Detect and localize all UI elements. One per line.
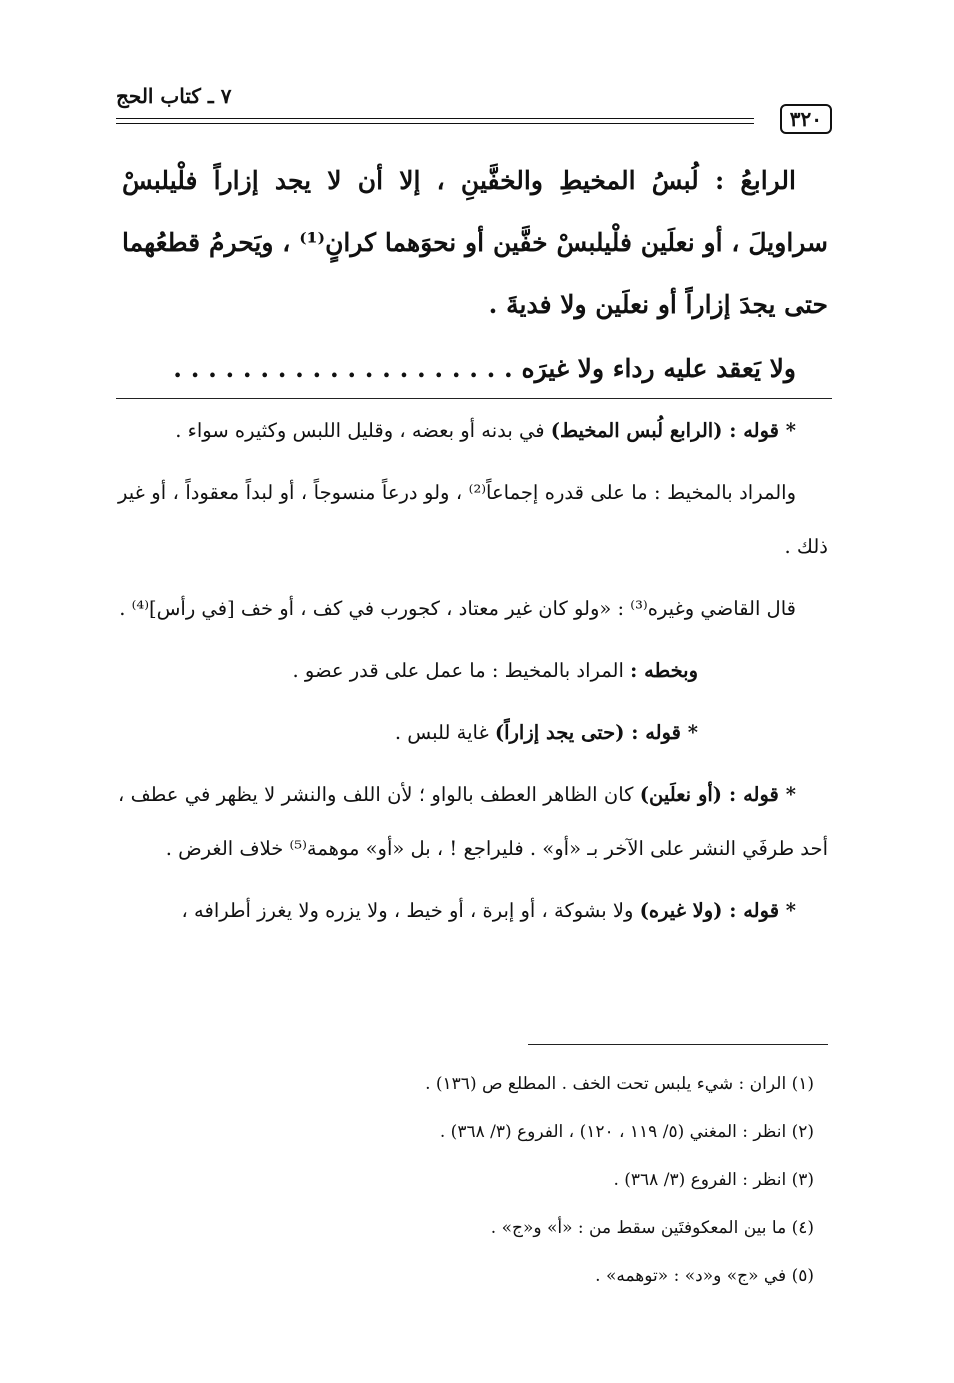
- page-number: ٣٢٠: [780, 104, 832, 134]
- commentary-paragraph-2: والمراد بالمخيط : ما على قدره إجماعاً⁽²⁾ ، ولو درعاً منسوجاً ، أو لبداً معقوداً ، أو غير ذلك .: [118, 481, 828, 558]
- running-title: ٧ ـ كتاب الحج: [116, 84, 232, 108]
- commentary-text-1: في بدنه أو بعضه ، وقليل اللبس وكثيره سواء .: [175, 419, 551, 442]
- commentary: [118, 404, 828, 946]
- footnote-1: (١) الران : شيء يلبس تحت الخف . المطلع ص (١٣٦) .: [425, 1074, 814, 1094]
- commentary-paragraph-7: [118, 884, 828, 938]
- commentary-paragraph-1: [118, 404, 828, 458]
- commentary-text-7: ولا بشوكة ، أو إبرة ، أو خيط ، ولا يزره ولا يغرز أطرافه ،: [181, 899, 640, 922]
- commentary-paragraph-4: [118, 644, 828, 698]
- footnote-5: (٥) في «ج» و«د» : «توهمه» .: [595, 1266, 814, 1286]
- commentary-text-5: غاية للبس .: [394, 721, 495, 744]
- commentary-text-4: المراد بالمخيط : ما عمل على قدر عضو .: [292, 659, 631, 682]
- footnotes: [148, 1060, 828, 1300]
- footnote-2: (٢) انظر : المغني (٥/ ١١٩ ، ١٢٠) ، الفروع (٣/ ٣٦٨) .: [439, 1122, 814, 1142]
- commentary-lemma-1: * قوله : (الرابع لُبس المخيط): [550, 419, 796, 442]
- main-text-dots: . . . . . . . . . . . . . . . . . . . .: [173, 354, 513, 383]
- commentary-lemma-7: * قوله : (ولا غيره): [639, 899, 796, 922]
- footnote-rule: [528, 1044, 828, 1045]
- main-text-paragraph-1: الرابعُ : لُبسُ المخيطِ والخفَّينِ ، إلا أن لا يجد إزاراً فلْيلبسْ سراويلَ ، أو نعلَين فلْيلبسْ خفَّين أو نحوَهما كرانٍ⁽¹⁾ ، ويَحرمُ قطعُهما حتى يجدَ إزاراً أو نعلَين ولا فديةَ .: [122, 166, 829, 319]
- page-header: [116, 82, 832, 136]
- footnote-4: (٤) ما بين المعكوفتَين سقط من : «أ» و«ج» .: [490, 1218, 814, 1238]
- commentary-lemma-5: * قوله : (حتى يجد إزاراً): [494, 721, 698, 744]
- commentary-paragraph-3: قال القاضي وغيره⁽³⁾ : «ولو كان غير معتاد ، كجورب في كف ، أو خف [في رأس]⁽⁴⁾ .: [119, 597, 796, 620]
- commentary-lemma-4: وبخطه :: [630, 659, 698, 682]
- section-divider: [116, 398, 832, 399]
- main-text: [122, 150, 828, 400]
- commentary-lemma-6: * قوله : (أو نعلَين): [639, 783, 796, 806]
- header-double-rule: [116, 118, 754, 124]
- main-text-paragraph-2: [122, 338, 828, 400]
- main-text-paragraph-2-text: ولا يَعقد عليه رداء ولا غيرَه: [521, 354, 796, 383]
- commentary-paragraph-5: [118, 706, 828, 760]
- footnote-3: (٣) انظر : الفروع (٣/ ٣٦٨) .: [613, 1170, 814, 1190]
- commentary-paragraph-6: [118, 768, 828, 876]
- commentary-text-6: كان الظاهر العطف بالواو ؛ لأن اللف والنشر لا يظهر في عطف ، أحد طرفَي النشر على الآخر بـ «أو» . فليراجع ! ، بل «أو» موهمة⁽⁵⁾ خلاف الغرض .: [118, 783, 828, 860]
